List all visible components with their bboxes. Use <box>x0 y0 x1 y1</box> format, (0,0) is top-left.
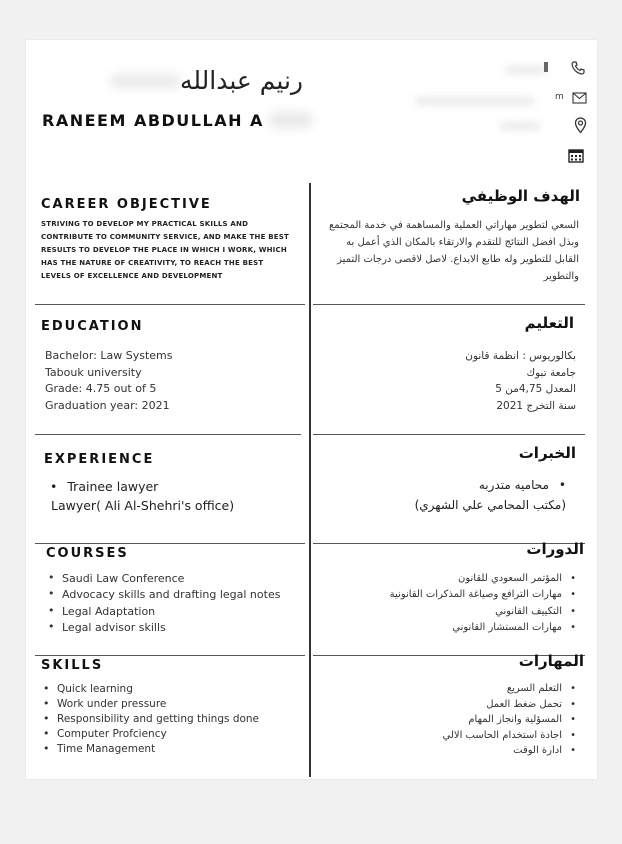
list-item: • مهارات المستشار القانوني <box>330 622 578 638</box>
education-line-ar: جامعة تبوك <box>526 366 576 379</box>
courses-list-en <box>46 572 306 637</box>
divider-left-4 <box>35 655 305 656</box>
education-line-ar: بكالوريوس : انظمة قانون <box>465 350 576 362</box>
skills-title-en: SKILLS <box>41 658 104 673</box>
list-item: • Work under pressure <box>41 698 303 713</box>
list-item: • Responsibility and getting things done <box>41 713 303 728</box>
education-details-en <box>45 348 295 414</box>
list-item: • Quick learning <box>41 683 303 698</box>
list-item: • Legal Adaptation <box>46 605 306 621</box>
education-line: Graduation year: 2021 <box>45 398 170 412</box>
skills-title-ar: المهارات <box>518 652 584 670</box>
skills-list-ar <box>330 683 578 761</box>
education-title-ar: التعليم <box>524 314 574 332</box>
divider-left-2 <box>35 434 301 435</box>
redacted-surname-blur <box>270 112 312 128</box>
location-icon <box>574 117 587 134</box>
list-item: • اجادة استخدام الحاسب الالي <box>330 730 578 746</box>
list-item: • Legal advisor skills <box>46 621 306 637</box>
objective-title-ar: الهدف الوظيفي <box>461 187 580 205</box>
list-item: • Time Management <box>41 743 303 758</box>
list-item: • المسؤلية وانجاز المهام <box>330 714 578 730</box>
list-item: • تحمل ضغط العمل <box>330 699 578 715</box>
education-line-ar: المعدل 4,75من 5 <box>495 383 576 395</box>
experience-detail-ar: (مكتب المحامي علي الشهري) <box>414 498 566 512</box>
education-line: Tabouk university <box>45 365 142 379</box>
education-line: Grade: 4.75 out of 5 <box>45 382 157 395</box>
name-arabic: رنيم عبدالله <box>180 66 303 95</box>
experience-role-ar: •محاميه متدربه <box>478 478 566 492</box>
divider-right-2 <box>313 434 585 435</box>
divider-right-1 <box>313 304 585 305</box>
experience-detail-en: Lawyer( Ali Al-Shehri's office) <box>51 498 235 513</box>
experience-role-ar-text: محاميه متدربه <box>478 478 549 492</box>
redacted-email <box>415 97 535 105</box>
list-item: • Computer Profciency <box>41 728 303 743</box>
list-item: • مهارات الترافع وصياغة المذكرات القانونية <box>330 589 578 605</box>
education-line: Bachelor: Law Systems <box>45 349 173 362</box>
education-title-en: EDUCATION <box>41 319 144 334</box>
phone-text-fragment <box>544 62 548 72</box>
objective-title-en: CAREER OBJECTIVE <box>41 197 212 212</box>
center-divider <box>309 183 311 777</box>
email-text-fragment: m <box>555 92 564 102</box>
experience-title-en: EXPERIENCE <box>44 452 155 467</box>
experience-role-text: Trainee lawyer <box>67 479 159 494</box>
experience-title-ar: الخبرات <box>518 444 576 462</box>
calendar-icon <box>568 148 584 163</box>
redacted-address <box>500 122 540 130</box>
list-item: • Saudi Law Conference <box>46 572 306 588</box>
list-item: • التكييف القانوني <box>330 606 578 622</box>
courses-title-en: COURSES <box>46 546 129 561</box>
courses-list-ar <box>330 573 578 638</box>
phone-icon <box>571 61 585 75</box>
list-item: • المؤتمر السعودي للقانون <box>330 573 578 589</box>
redacted-name-blur <box>110 74 180 88</box>
email-icon <box>572 92 587 104</box>
list-item: • ادارة الوقت <box>330 745 578 761</box>
courses-title-ar: الدورات <box>526 540 584 558</box>
name-english: RANEEM ABDULLAH A <box>42 111 264 130</box>
experience-role-en: • Trainee lawyer <box>50 479 159 494</box>
objective-text-ar: السعي لتطوير مهاراتي العملية والمساهمة في خدمة المجتمع وبذل افضل النتائج للتقدم والارتقاء بالمكان الذي أعمل به القابل للتطوير وله طابع الابداع. لاصل لاقصى درجات التميز والتطوير <box>328 220 579 282</box>
divider-left-1 <box>35 304 305 305</box>
skills-list-en <box>41 683 303 758</box>
list-item: • Advocacy skills and drafting legal notes <box>46 588 306 604</box>
objective-text-en: STRIVING TO DEVELOP MY PRACTICAL SKILLS AND CONTRIBUTE TO COMMUNITY SERVICE, AND MAKE THE BEST RESULTS TO DEVELOP THE PLACE IN WHICH I WORK, WHICH HAS THE NATURE OF CREATIVITY, TO REACH THE BEST LEVELS OF EXCELLENCE AND DEVELOPMENT <box>41 220 289 280</box>
education-details-ar <box>330 348 576 414</box>
redacted-phone <box>505 66 547 74</box>
list-item: • التعلم السريع <box>330 683 578 699</box>
divider-left-3 <box>35 543 305 544</box>
education-line-ar: سنة التخرج 2021 <box>496 399 576 412</box>
